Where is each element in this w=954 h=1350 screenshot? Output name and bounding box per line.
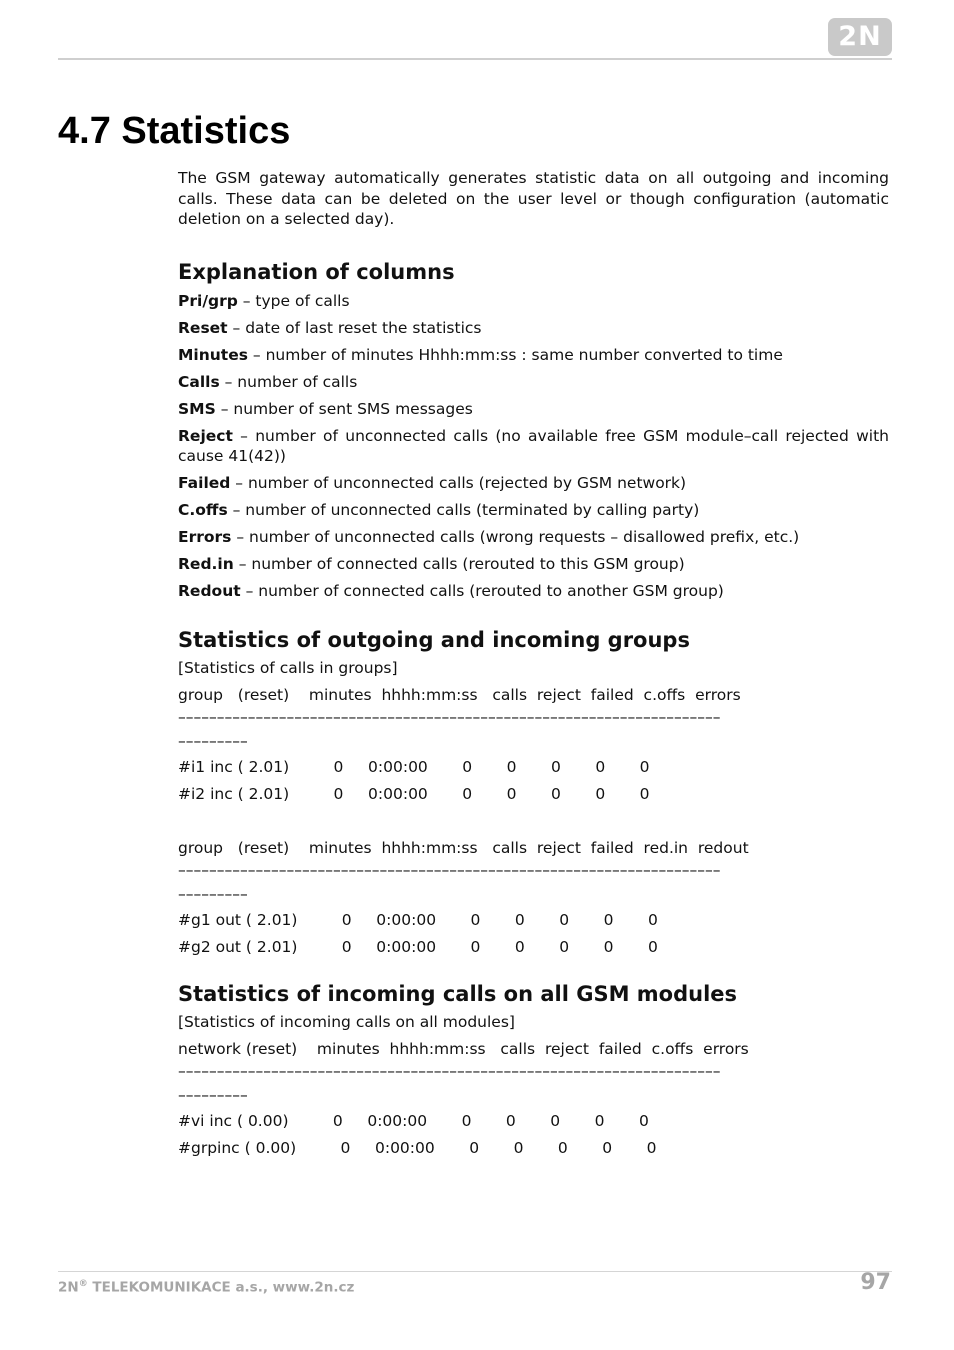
modules-caption: [Statistics of incoming calls on all modules] xyxy=(178,1012,515,1031)
header-rule xyxy=(58,58,892,60)
table-row: #vi inc ( 0.00) 0 0:00:00 0 0 0 0 0 xyxy=(178,1112,649,1130)
table-divider-continued: ––––––––– xyxy=(178,731,248,750)
table-row: #grpinc ( 0.00) 0 0:00:00 0 0 0 0 0 xyxy=(178,1139,657,1157)
footer-rule xyxy=(58,1271,892,1272)
intro-paragraph: The GSM gateway automatically generates statistic data on all outgoing and incoming calls. These data can be deleted on the user level or though configuration (automatic deletion on a selected day). xyxy=(178,169,889,228)
definition-item: C.offs – number of unconnected calls (terminated by calling party) xyxy=(178,501,700,519)
table-divider: –––––––––––––––––––––––––––––––––––––––––––––––––––––––––––––––––––––– xyxy=(178,861,721,879)
definition-item: Red.in – number of connected calls (rerouted to this GSM group) xyxy=(178,555,685,573)
table-divider: –––––––––––––––––––––––––––––––––––––––––––––––––––––––––––––––––––––– xyxy=(178,1062,721,1080)
definition-item: SMS – number of sent SMS messages xyxy=(178,399,473,418)
main-content xyxy=(178,168,889,1159)
modules-heading: Statistics of incoming calls on all GSM modules xyxy=(178,981,738,1006)
definition-item: Redout – number of connected calls (rerouted to another GSM group) xyxy=(178,582,724,600)
groups-table-header: group (reset) minutes hhhh:mm:ss calls reject failed c.offs errors xyxy=(178,685,741,704)
explanation-heading: Explanation of columns xyxy=(178,259,455,284)
definition-item: Pri/grp – type of calls xyxy=(178,291,350,310)
footer-company: 2N® TELEKOMUNIKACE a.s., www.2n.cz xyxy=(58,1279,355,1296)
column-definitions xyxy=(178,291,889,602)
definition-item: Failed – number of unconnected calls (rejected by GSM network) xyxy=(178,474,687,492)
table-row: #i2 inc ( 2.01) 0 0:00:00 0 0 0 0 0 xyxy=(178,785,650,803)
definition-item: Errors – number of unconnected calls (wrong requests – disallowed prefix, etc.) xyxy=(178,528,800,546)
definition-item: Calls – number of calls xyxy=(178,372,358,391)
groups-heading: Statistics of outgoing and incoming groups xyxy=(178,627,690,652)
page-title: 4.7 Statistics xyxy=(58,110,291,152)
2n-logo xyxy=(828,18,892,56)
table-row: #g2 out ( 2.01) 0 0:00:00 0 0 0 0 0 xyxy=(178,938,658,956)
table-divider: –––––––––––––––––––––––––––––––––––––––––––––––––––––––––––––––––––––– xyxy=(178,708,721,726)
groups-caption: [Statistics of calls in groups] xyxy=(178,658,398,677)
table-row: #g1 out ( 2.01) 0 0:00:00 0 0 0 0 0 xyxy=(178,911,658,929)
page-number: 97 xyxy=(860,1270,891,1295)
table-divider-continued: ––––––––– xyxy=(178,1085,248,1104)
definition-item: Minutes – number of minutes Hhhh:mm:ss : same number converted to time xyxy=(178,345,783,364)
logo-text: 2N xyxy=(838,21,882,52)
modules-table-header: network (reset) minutes hhhh:mm:ss calls reject failed c.offs errors xyxy=(178,1039,749,1058)
table-row: #i1 inc ( 2.01) 0 0:00:00 0 0 0 0 0 xyxy=(178,758,650,776)
definition-item: Reject – number of unconnected calls (no available free GSM module–call rejected with cause 41(42)) xyxy=(178,426,889,465)
definition-item: Reset – date of last reset the statistics xyxy=(178,318,482,337)
table-divider-continued: ––––––––– xyxy=(178,884,248,903)
groups-table-header-2: group (reset) minutes hhhh:mm:ss calls reject failed red.in redout xyxy=(178,838,749,857)
